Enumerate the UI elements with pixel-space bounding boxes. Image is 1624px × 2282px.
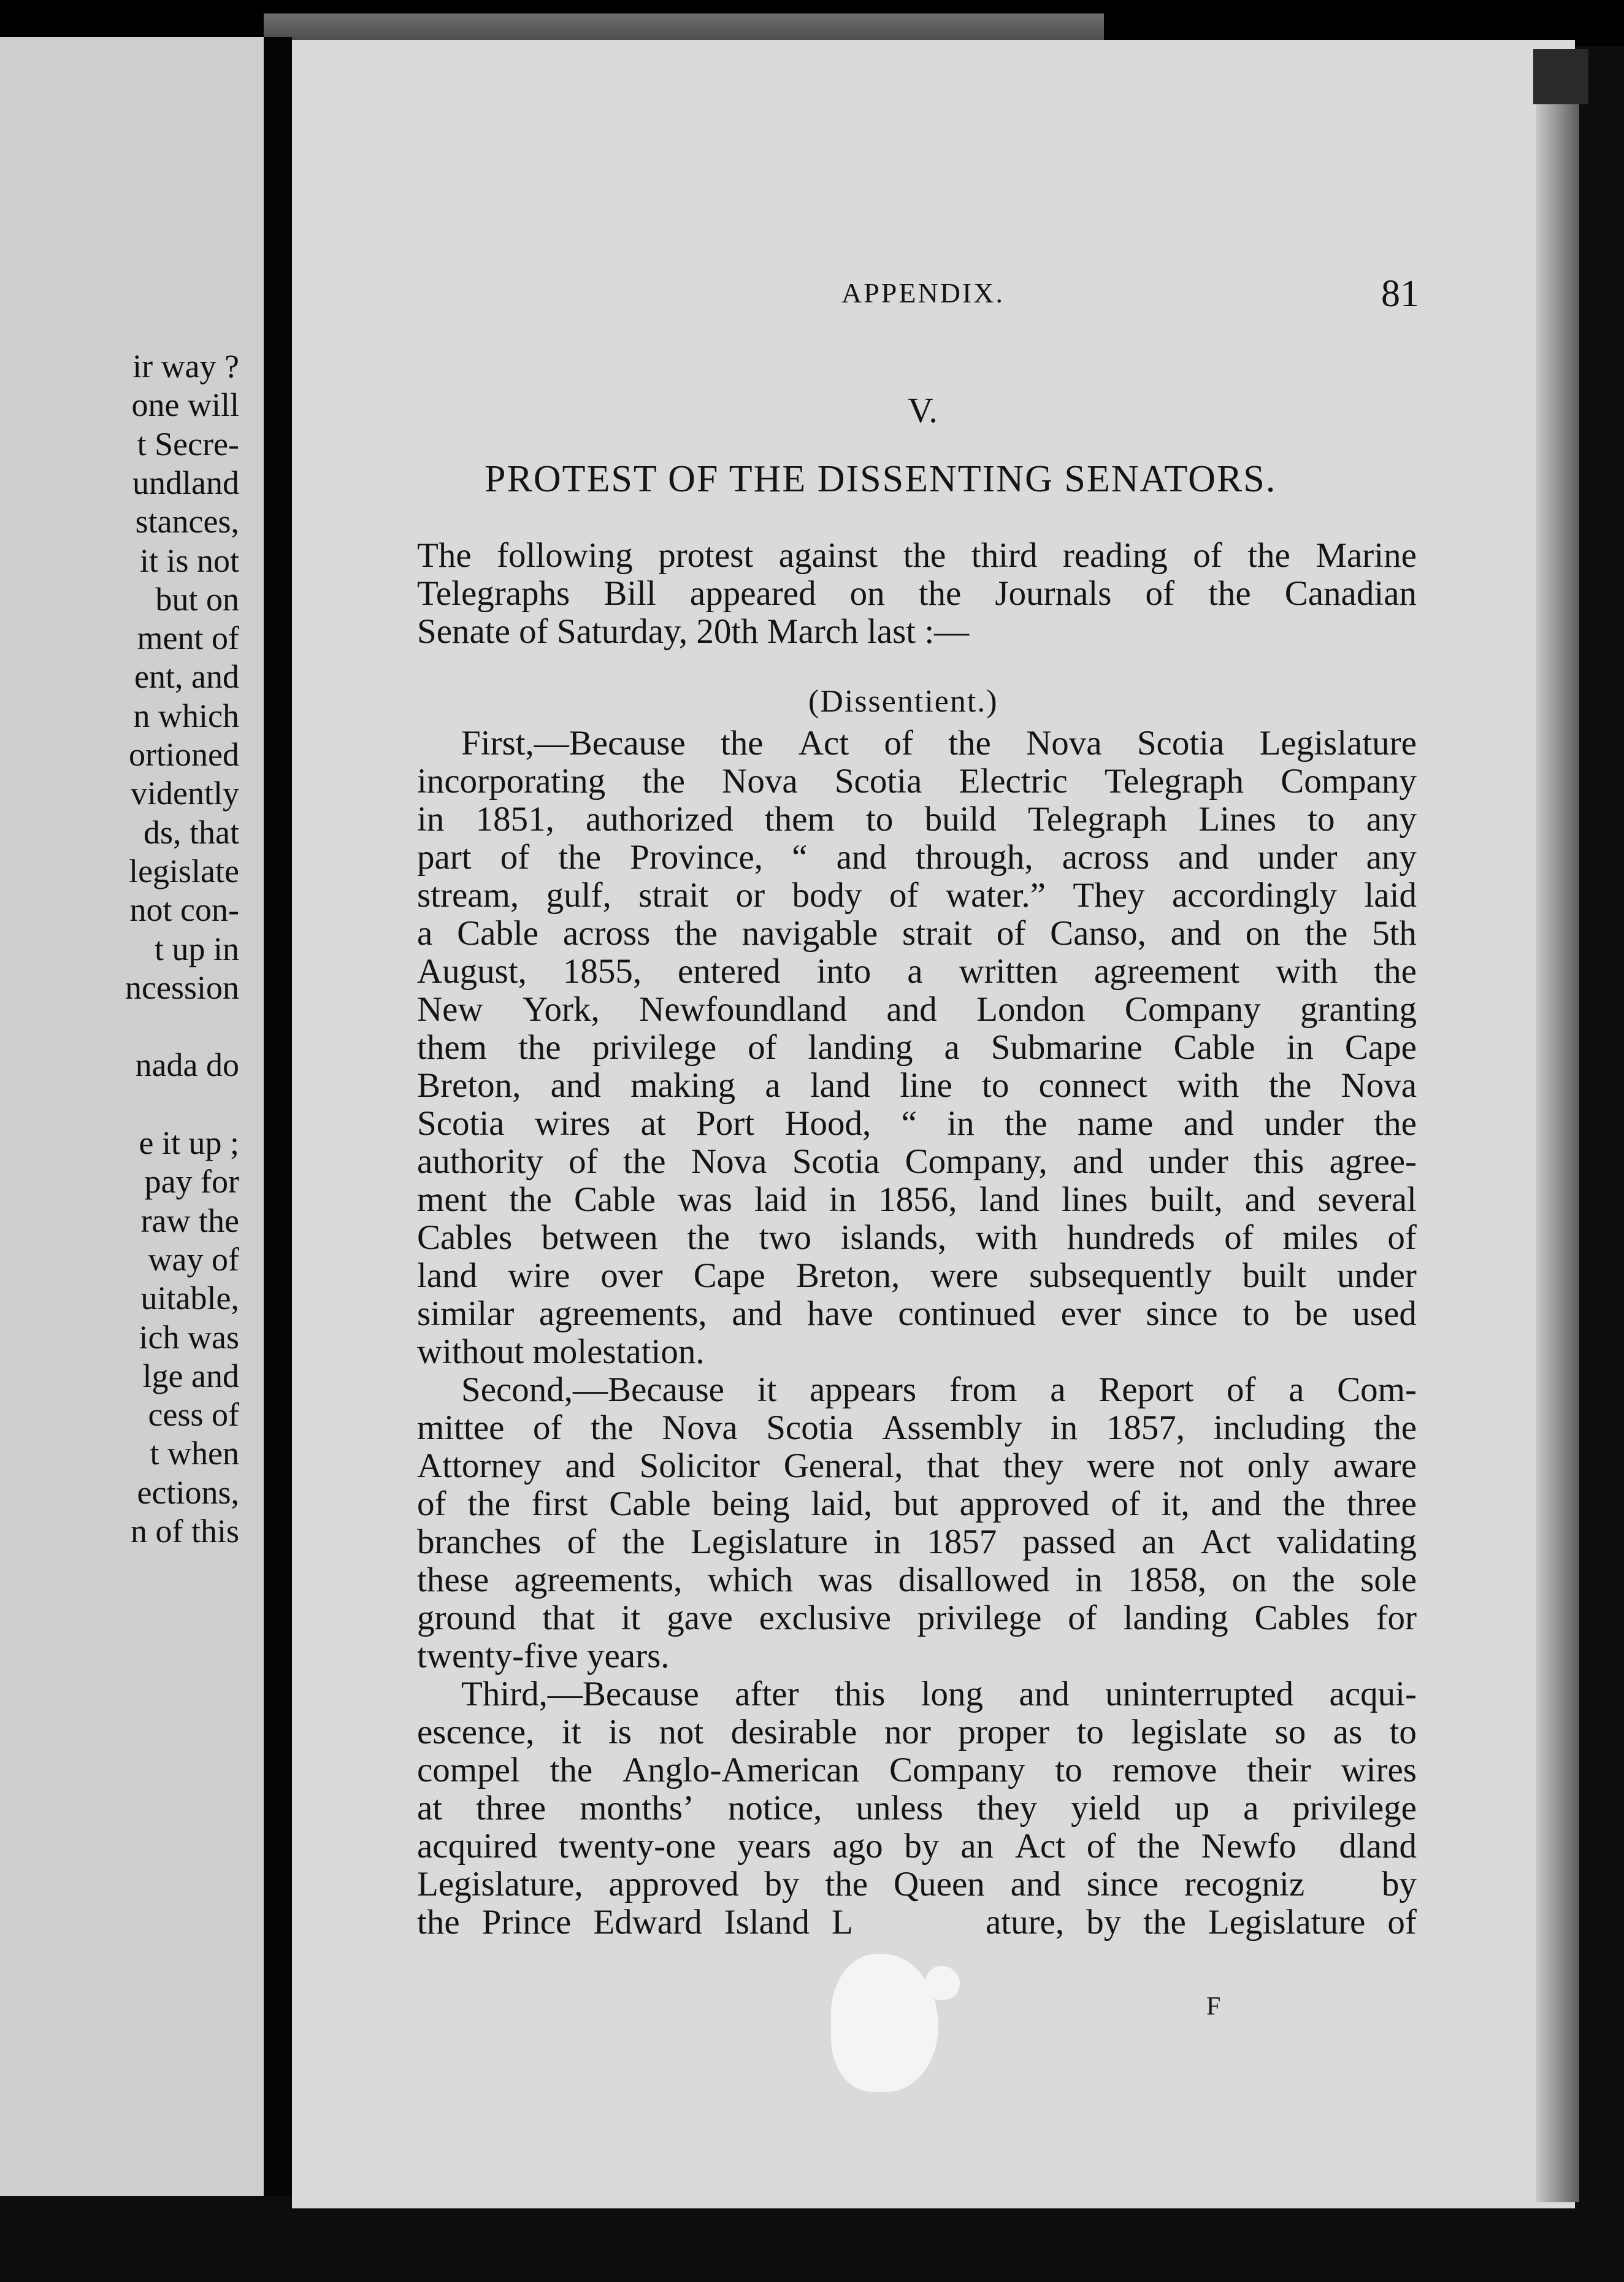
paragraph-first-line — [417, 1181, 1417, 1219]
page-edge-shadow — [1536, 55, 1579, 2202]
page-corner — [1533, 49, 1588, 104]
paragraph-first-text: Breton, and making a land line to connect with the Nova — [417, 1066, 1417, 1105]
left-page-line: t Secre- — [137, 425, 239, 463]
left-page-line: ent, and — [134, 658, 239, 696]
paragraph-first-text: August, 1855, entered into a written agreement with the — [417, 952, 1417, 991]
left-page-line: ich was — [139, 1318, 239, 1356]
paragraph-first-line — [417, 1333, 1417, 1371]
paragraph-second-text: ground that it gave exclusive privilege of landing Cables for — [417, 1599, 1417, 1637]
paragraph-third-text: Legislature, approved by the Queen and since recogniz by — [417, 1865, 1417, 1904]
paragraph-third-line — [417, 1789, 1417, 1827]
paragraph-second-line — [417, 1523, 1417, 1561]
paragraph-second-text: of the first Cable being laid, but approved of it, and the three — [417, 1485, 1417, 1523]
paragraph-third-line — [417, 1827, 1417, 1865]
paragraph-second-line — [417, 1447, 1417, 1485]
paragraph-first-text: New York, Newfoundland and London Company granting — [417, 990, 1417, 1029]
paragraph-third-line — [417, 1904, 1417, 1942]
left-page-line: t when — [150, 1435, 239, 1472]
paragraph-second-line — [417, 1599, 1417, 1637]
paragraph-first-text: them the privilege of landing a Submarine Cable in Cape — [417, 1028, 1417, 1067]
left-page-line: uitable, — [140, 1280, 239, 1317]
left-page-line: ncession — [125, 969, 239, 1006]
left-facing-page — [0, 37, 264, 2196]
left-page-line: e it up ; — [139, 1124, 239, 1161]
paragraph-third-text: escence, it is not desirable nor proper to legislate so as to — [417, 1713, 1417, 1751]
left-page-line: cess of — [148, 1396, 239, 1434]
paragraph-first-text: Scotia wires at Port Hood, “ in the name and under the — [417, 1104, 1417, 1143]
paragraph-second-line — [417, 1409, 1417, 1447]
paragraph-second-text: mittee of the Nova Scotia Assembly in 1857, including the — [417, 1408, 1417, 1447]
intro-line — [417, 575, 1417, 613]
paragraph-third-text: acquired twenty-one years ago by an Act of the Newfo dland — [417, 1827, 1417, 1865]
paragraph-third-line — [417, 1675, 1417, 1713]
paragraph-second-text: Second,—Because it appears from a Report of a Com- — [461, 1370, 1417, 1409]
left-page-line: legislate — [129, 852, 239, 889]
paragraph-first-text: land wire over Cape Breton, were subsequently built under — [417, 1256, 1417, 1295]
paragraph-first-line — [417, 724, 1417, 763]
paragraph-first-text: in 1851, authorized them to build Telegraph Lines to any — [417, 800, 1417, 839]
left-page-line: lge and — [142, 1357, 239, 1394]
intro-text: Telegraphs Bill appeared on the Journals of the Canadian — [417, 574, 1417, 613]
section-title: PROTEST OF THE DISSENTING SENATORS. — [485, 458, 1277, 500]
left-page-line: ortioned — [129, 736, 239, 773]
paragraph-first-text: First,—Because the Act of the Nova Scotia Legislature — [461, 724, 1417, 763]
paragraph-first-text: stream, gulf, strait or body of water.” They accordingly laid — [417, 876, 1417, 915]
paragraph-first-line — [417, 1295, 1417, 1333]
intro-text: The following protest against the third reading of the Marine — [417, 536, 1417, 575]
book-gutter — [264, 37, 292, 2196]
paragraph-second-line — [417, 1371, 1417, 1409]
paragraph-first-text: Cables between the two islands, with hundreds of miles of — [417, 1218, 1417, 1257]
paragraph-third-line — [417, 1865, 1417, 1904]
paragraph-first-line — [417, 915, 1417, 953]
paragraph-first-text: authority of the Nova Scotia Company, and under this agree- — [417, 1142, 1417, 1181]
left-page-line: nada do — [135, 1047, 239, 1084]
left-page-line: way of — [148, 1240, 239, 1278]
left-page-line: ections, — [137, 1473, 239, 1511]
paragraph-first-text: without molestation. — [417, 1332, 705, 1371]
left-page-line: but on — [155, 580, 239, 618]
body-text — [417, 537, 1417, 1942]
left-page-line: undland — [132, 464, 239, 501]
paragraph-first-line — [417, 877, 1417, 915]
paragraph-second-line — [417, 1637, 1417, 1675]
paragraph-first-line — [417, 1029, 1417, 1067]
left-page-line: pay for — [144, 1163, 239, 1201]
paragraph-first-line — [417, 1105, 1417, 1143]
intro-line — [417, 537, 1417, 575]
paragraph-first-line — [417, 1067, 1417, 1105]
paragraph-second-line — [417, 1561, 1417, 1599]
left-page-line: t up in — [154, 930, 239, 967]
intro-line — [417, 613, 1417, 651]
paragraph-first-line — [417, 953, 1417, 991]
running-head: APPENDIX. — [841, 277, 1005, 309]
paragraph-second-text: twenty-five years. — [417, 1637, 670, 1675]
dissentient-heading: (Dissentient.) — [808, 684, 998, 719]
paragraph-first-text: similar agreements, and have continued ever since to be used — [417, 1294, 1417, 1333]
left-page-line: not con- — [129, 891, 239, 929]
intro-text: Senate of Saturday, 20th March last :— — [417, 612, 970, 651]
left-page-line: n which — [133, 697, 239, 734]
signature-mark: F — [1206, 1992, 1221, 2021]
paragraph-first-line — [417, 1143, 1417, 1181]
paragraph-third-line — [417, 1713, 1417, 1751]
left-page-line: it is not — [139, 542, 239, 579]
paragraph-first-line — [417, 763, 1417, 801]
left-page-line: raw the — [140, 1202, 239, 1239]
left-page-line: ds, that — [144, 813, 239, 851]
paper-damage-spot-small — [926, 1966, 960, 2000]
paragraph-third-line — [417, 1751, 1417, 1789]
left-page-line: ment of — [137, 620, 239, 657]
paragraph-third-text: Third,—Because after this long and uninterrupted acqui- — [461, 1675, 1417, 1713]
paragraph-second-text: Attorney and Solicitor General, that they were not only aware — [417, 1446, 1417, 1485]
paragraph-second-text: branches of the Legislature in 1857 passed an Act validating — [417, 1523, 1417, 1561]
paragraph-first-line — [417, 801, 1417, 839]
page-number: 81 — [1381, 273, 1419, 315]
paragraph-third-text: at three months’ notice, unless they yield up a privilege — [417, 1789, 1417, 1827]
paragraph-first-line — [417, 991, 1417, 1029]
paragraph-second-line — [417, 1485, 1417, 1523]
paragraph-first-text: a Cable across the navigable strait of Canso, and on the 5th — [417, 914, 1417, 953]
paragraph-first-line — [417, 1219, 1417, 1257]
paragraph-first-line — [417, 839, 1417, 877]
paragraph-third-text: compel the Anglo-American Company to remove their wires — [417, 1751, 1417, 1789]
paragraph-third-text: the Prince Edward Island L ature, by the Legislature of — [417, 1903, 1417, 1942]
left-page-line: vidently — [131, 775, 239, 812]
section-numeral: V. — [908, 390, 938, 430]
left-page-line: n of this — [130, 1513, 239, 1550]
paragraph-first-text: incorporating the Nova Scotia Electric Telegraph Company — [417, 762, 1417, 801]
paragraph-first-line — [417, 1257, 1417, 1295]
left-page-line: stances, — [135, 503, 239, 540]
paragraph-second-text: these agreements, which was disallowed in 1858, on the sole — [417, 1561, 1417, 1599]
left-page-line: ir way ? — [132, 348, 239, 385]
left-page-line: one will — [131, 386, 239, 424]
paragraph-first-text: ment the Cable was laid in 1856, land lines built, and several — [417, 1180, 1417, 1219]
paragraph-first-text: part of the Province, “ and through, across and under any — [417, 838, 1417, 877]
